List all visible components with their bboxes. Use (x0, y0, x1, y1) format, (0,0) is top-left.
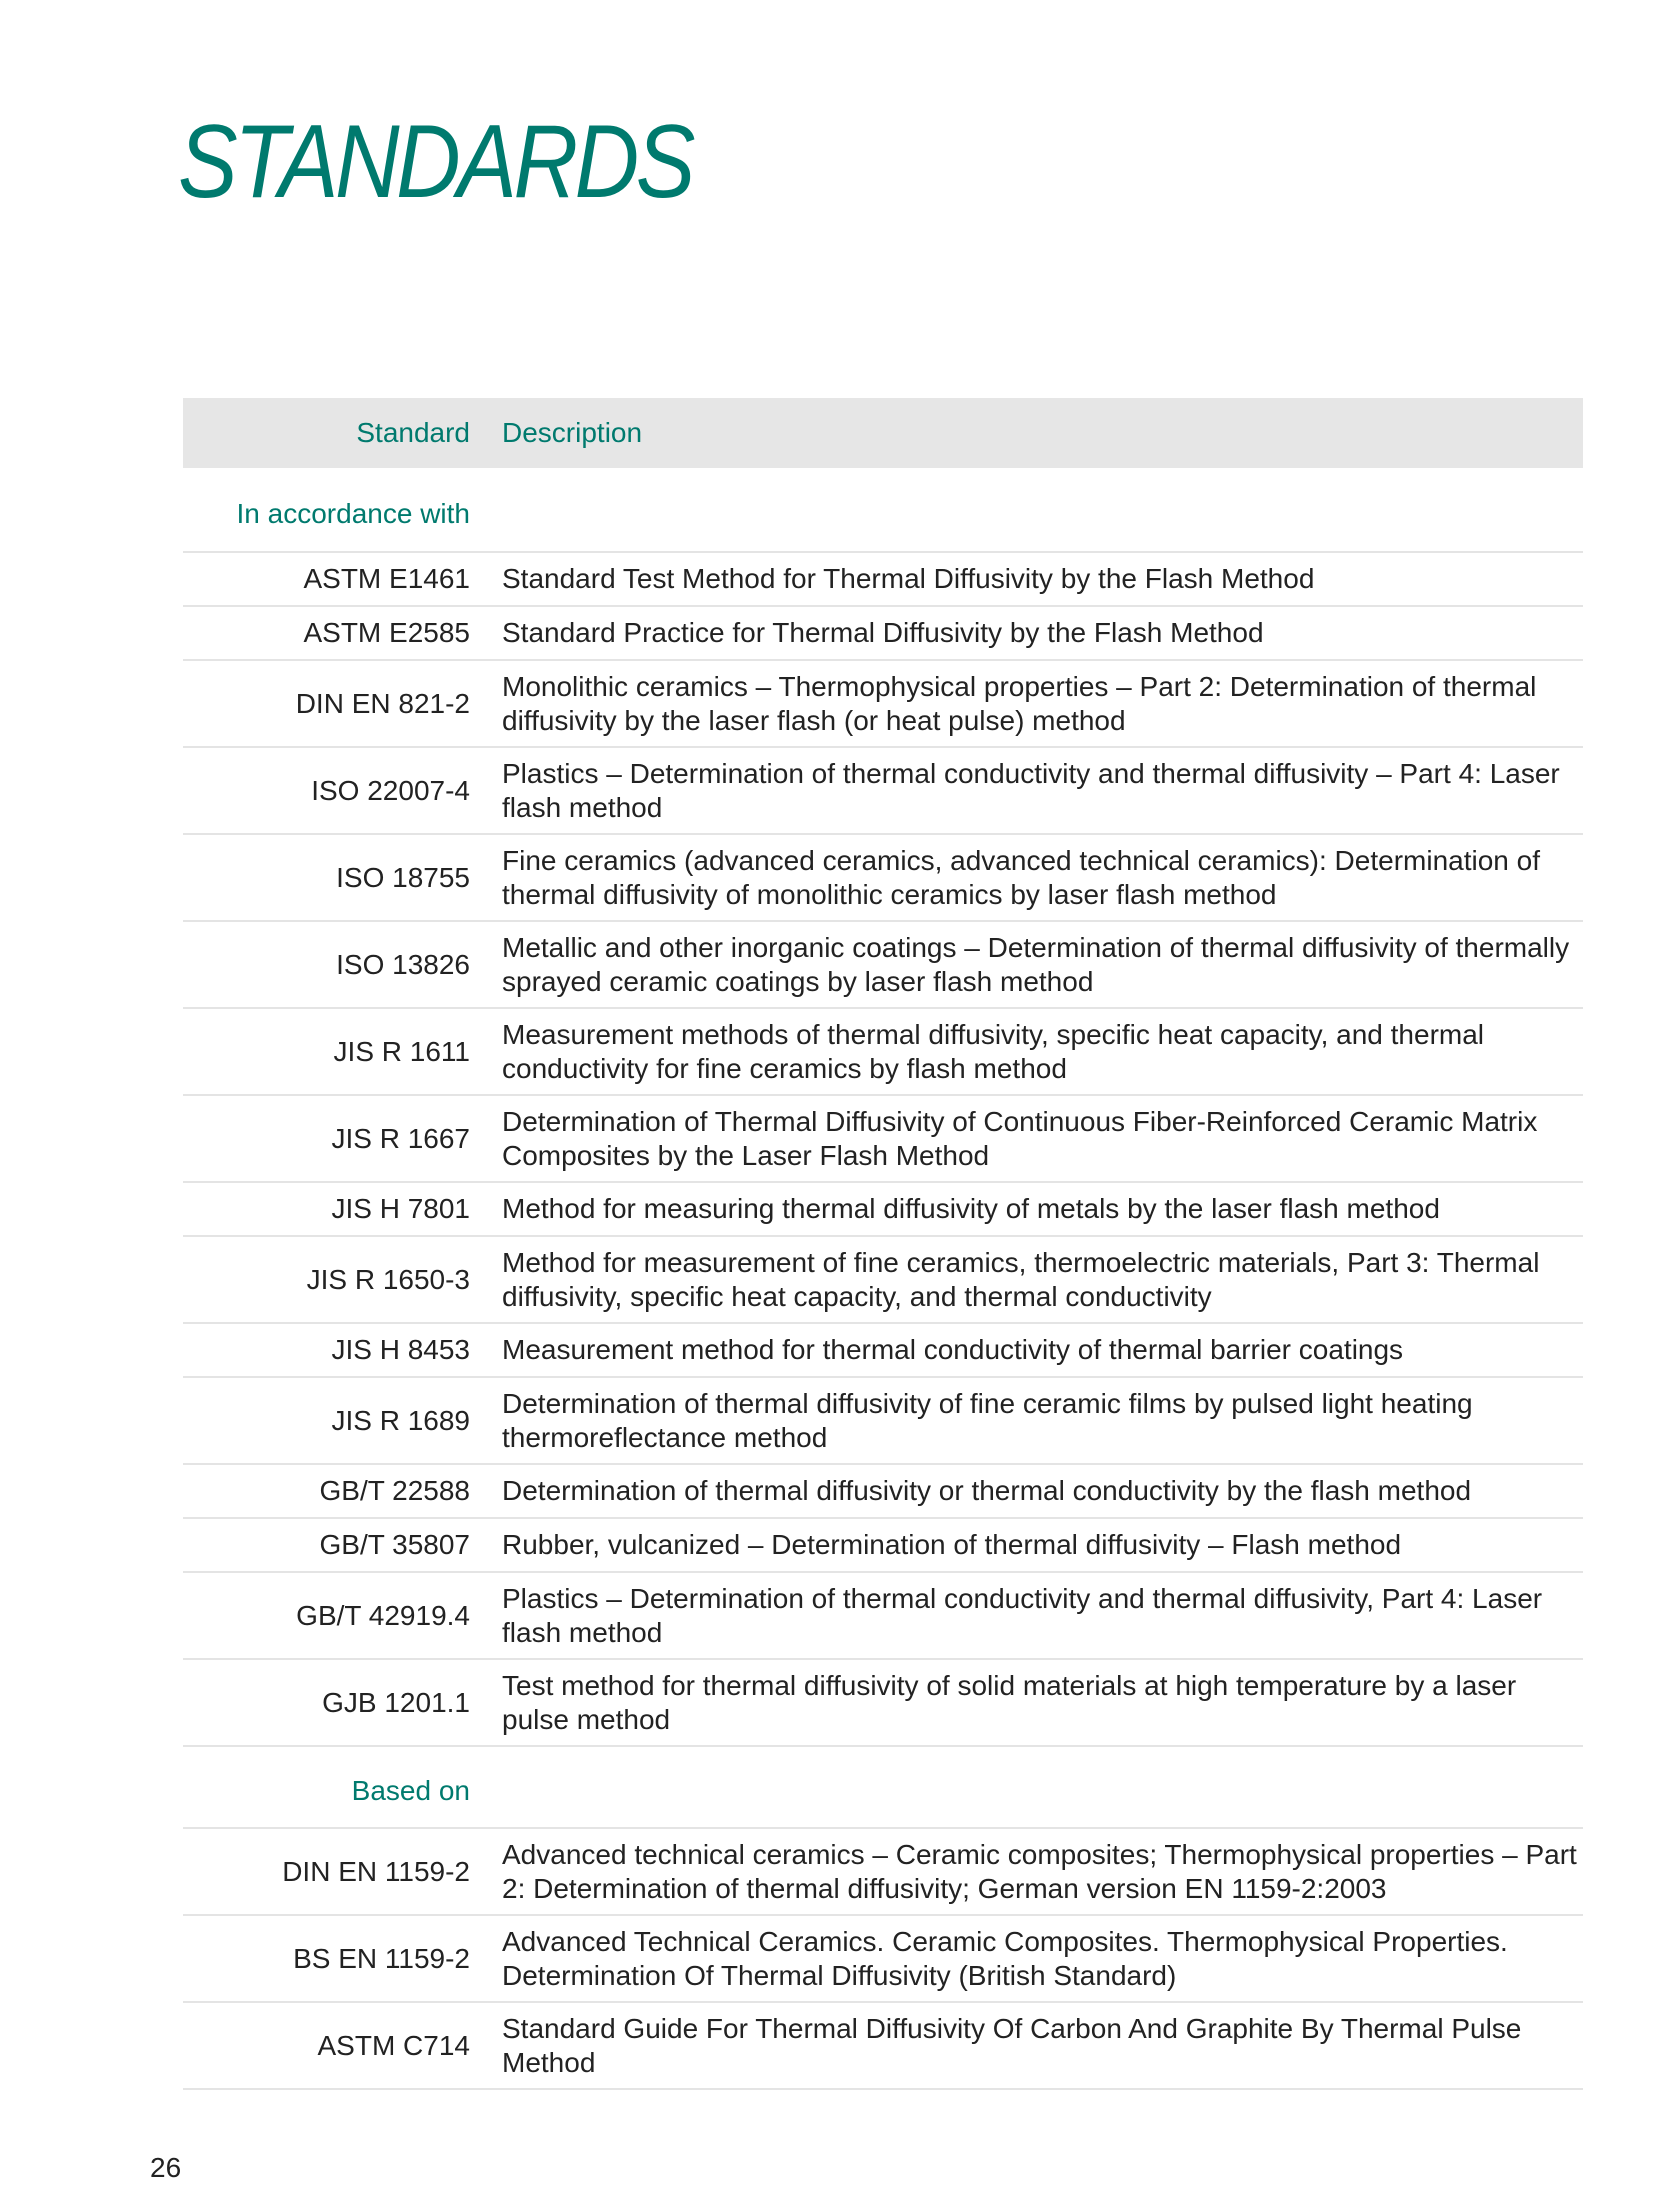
table-row (183, 1829, 1583, 1916)
page-title: STANDARDS (178, 104, 693, 220)
table-header (183, 398, 1583, 468)
standard-code: ASTM E2585 (303, 617, 470, 648)
table-row (183, 1183, 1583, 1237)
section-label: In accordance with (236, 497, 470, 529)
standard-description: Determination of thermal diffusivity or thermal conductivity by the flash method (502, 1475, 1472, 1506)
standards-table (183, 398, 1583, 2090)
table-row (183, 1009, 1583, 1096)
standard-code: JIS R 1667 (331, 1122, 470, 1154)
section-row (183, 1747, 1583, 1829)
table-row (183, 835, 1583, 922)
table-row (183, 1519, 1583, 1573)
standard-code: DIN EN 821-2 (295, 687, 470, 719)
table-row (183, 1378, 1583, 1465)
standard-description: Measurement methods of thermal diffusivity, specific heat capacity, and thermal conductivity for fine ceramics by flash method (502, 1018, 1485, 1084)
standard-description: Determination of thermal diffusivity of fine ceramic films by pulsed light heating thermoreflectance method (502, 1387, 1473, 1453)
table-row (183, 2003, 1583, 2090)
table-row (183, 748, 1583, 835)
section-row (183, 468, 1583, 553)
standard-code: ISO 22007-4 (311, 774, 470, 806)
standard-description: Plastics – Determination of thermal conductivity and thermal diffusivity – Part 4: Laser flash method (502, 757, 1560, 823)
table-row (183, 922, 1583, 1009)
standard-description: Standard Test Method for Thermal Diffusivity by the Flash Method (502, 563, 1315, 594)
standard-description: Test method for thermal diffusivity of solid materials at high temperature by a laser pulse method (502, 1669, 1517, 1735)
standard-description: Metallic and other inorganic coatings – Determination of thermal diffusivity of thermally sprayed ceramic coatings by laser flash method (502, 931, 1570, 997)
table-row (183, 1660, 1583, 1747)
standard-description: Plastics – Determination of thermal conductivity and thermal diffusivity, Part 4: Laser flash method (502, 1582, 1543, 1648)
table-row (183, 553, 1583, 607)
standard-code: JIS H 7801 (331, 1193, 470, 1224)
standard-code: GB/T 35807 (319, 1529, 470, 1560)
standard-description: Standard Guide For Thermal Diffusivity Of Carbon And Graphite By Thermal Pulse Method (502, 2012, 1522, 2078)
table-row (183, 1237, 1583, 1324)
standard-code: JIS R 1611 (333, 1035, 470, 1067)
standard-code: ISO 18755 (336, 861, 470, 893)
table-row (183, 661, 1583, 748)
standard-code: JIS R 1650-3 (306, 1263, 470, 1295)
table-row (183, 1916, 1583, 2003)
standard-description: Rubber, vulcanized – Determination of thermal diffusivity – Flash method (502, 1529, 1402, 1560)
standard-description: Advanced Technical Ceramics. Ceramic Composites. Thermophysical Properties. Determination Of Thermal Diffusivity (British Standard) (502, 1925, 1508, 1991)
standard-code: JIS R 1689 (331, 1404, 470, 1436)
standard-description: Standard Practice for Thermal Diffusivity by the Flash Method (502, 617, 1264, 648)
standard-description: Monolithic ceramics – Thermophysical properties – Part 2: Determination of thermal diffusivity by the laser flash (or heat pulse) method (502, 670, 1537, 736)
standard-code: BS EN 1159-2 (293, 1942, 470, 1974)
table-row (183, 607, 1583, 661)
standard-description: Advanced technical ceramics – Ceramic composites; Thermophysical properties – Part 2: Determination of thermal diffusivity; German version EN 1159-2:2003 (502, 1838, 1577, 1904)
standard-description: Method for measurement of fine ceramics, thermoelectric materials, Part 3: Thermal diffusivity, specific heat capacity, and thermal conductivity (502, 1246, 1540, 1312)
standard-code: DIN EN 1159-2 (282, 1855, 470, 1887)
standard-code: ASTM C714 (317, 2029, 470, 2061)
standard-description: Measurement method for thermal conductivity of thermal barrier coatings (502, 1334, 1404, 1365)
standard-code: GB/T 22588 (319, 1475, 470, 1506)
table-row (183, 1324, 1583, 1378)
table-row (183, 1096, 1583, 1183)
standard-code: JIS H 8453 (331, 1334, 470, 1365)
header-description: Description (502, 417, 643, 448)
standard-code: ISO 13826 (336, 948, 470, 980)
standard-code: GJB 1201.1 (322, 1686, 470, 1718)
table-row (183, 1465, 1583, 1519)
standard-description: Determination of Thermal Diffusivity of Continuous Fiber-Reinforced Ceramic Matrix Composites by the Laser Flash Method (502, 1105, 1538, 1171)
standard-code: ASTM E1461 (303, 563, 470, 594)
table-row (183, 1573, 1583, 1660)
standard-description: Method for measuring thermal diffusivity of metals by the laser flash method (502, 1193, 1440, 1224)
standard-description: Fine ceramics (advanced ceramics, advanced technical ceramics): Determination of thermal diffusivity of monolithic ceramics by laser flash method (502, 844, 1540, 910)
section-label: Based on (351, 1775, 470, 1806)
page-number: 26 (150, 2152, 182, 2183)
standard-code: GB/T 42919.4 (296, 1599, 470, 1631)
header-standard: Standard (356, 417, 470, 448)
